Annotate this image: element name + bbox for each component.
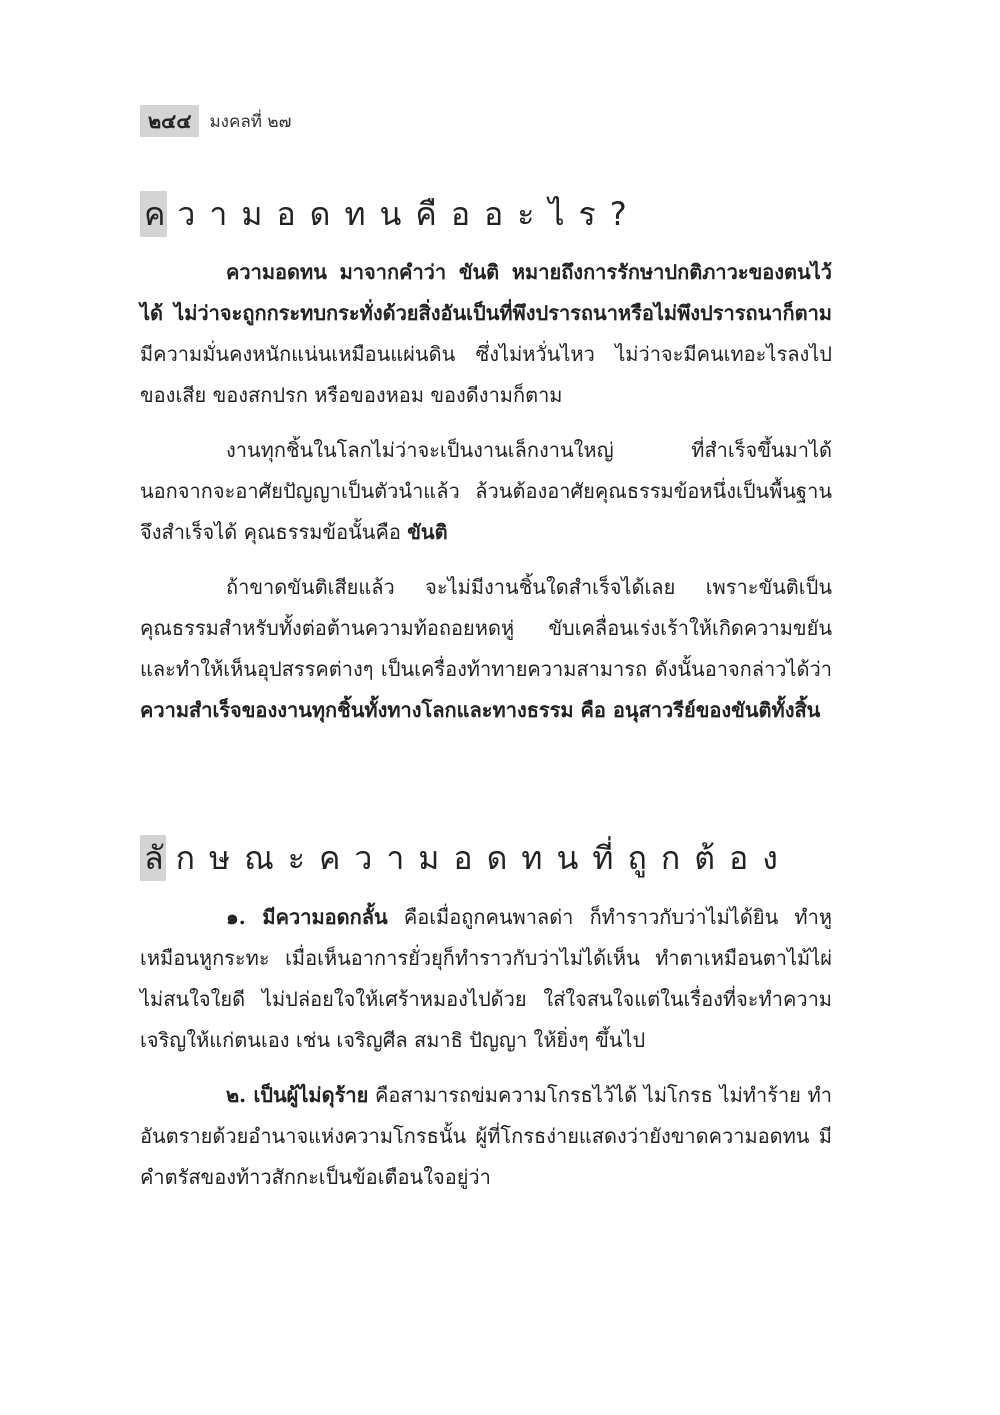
heading-text: วามอดทนคืออะไร? — [177, 194, 641, 233]
bold-text: ๑. มีความอดกลั้น — [226, 905, 388, 929]
chapter-label: มงคลที่ ๒๗ — [209, 111, 292, 132]
bold-text: ความสำเร็จของงานทุกชิ้นทั้งทางโลกและทางธรรม คือ อนุสาวรีย์ของขันติทั้งสิ้น — [140, 698, 821, 722]
heading-initial: ลั — [140, 835, 166, 881]
body-text: คือสามารถข่มความโกรธไว้ได้ ไม่โกรธ ไม่ทำร้าย ทำอันตรายด้วยอำนาจแห่งความโกรธนั้น ผู้ที่โกรธง่ายแสดงว่ายังขาดความอดทน มีคำตรัสของท้าวสักกะเป็นข้อเตือนใจอยู่ว่า — [140, 1083, 833, 1189]
section-heading-what-is-patience — [140, 190, 641, 238]
section-heading-correct-patience — [140, 834, 792, 882]
bold-text: ความอดทน มาจากคำว่า ขันติ หมายถึงการรักษาปกติภาวะของตนไว้ได้ ไม่ว่าจะถูกกระทบกระทั่งด้วยสิ่งอันเป็นที่พึงปรารถนาหรือไม่พึงปรารถนาก็ตาม — [140, 260, 832, 325]
paragraph — [140, 1075, 832, 1198]
bold-text: ๒. เป็นผู้ไม่ดุร้าย — [226, 1083, 369, 1107]
body-text: งานทุกชิ้นในโลกไม่ว่าจะเป็นงานเล็กงานใหญ่ ที่สำเร็จขึ้นมาได้ นอกจากจะอาศัยปัญญาเป็นตัวนำแล้ว ล้วนต้องอาศัยคุณธรรมข้อหนึ่งเป็นพื้นฐานจึงสำเร็จได้ คุณธรรมข้อนั้นคือ — [140, 438, 832, 544]
page-number: ๒๔๔ — [140, 105, 199, 137]
body-text: มีความมั่นคงหนักแน่นเหมือนแผ่นดิน ซึ่งไม่หวั่นไหว ไม่ว่าจะมีคนเทอะไรลงไป ของเสีย ของสกปรก หรือของหอม ของดีงามก็ตาม — [140, 342, 832, 407]
heading-initial: ค — [140, 191, 167, 237]
bold-text: ขันติ — [407, 520, 448, 544]
heading-text: กษณะความอดทนที่ถูกต้อง — [175, 838, 792, 877]
paragraph — [140, 897, 832, 1061]
body-text: คือเมื่อถูกคนพาลด่า ก็ทำราวกับว่าไม่ได้ยิน ทำหูเหมือนหูกระทะ เมื่อเห็นอาการยั่วยุก็ทำราวกับว่าไม่ได้เห็น ทำตาเหมือนตาไม้ไผ่ ไม่สนใจใยดี ไม่ปล่อยใจให้เศร้าหมองไปด้วย ใส่ใจสนใจแต่ในเรื่องที่จะทำความเจริญให้แก่ตนเอง เช่น เจริญศีล สมาธิ ปัญญา ให้ยิ่งๆ ขึ้นไป — [140, 905, 832, 1052]
paragraph — [140, 252, 832, 416]
page-header — [140, 104, 291, 138]
paragraph — [140, 567, 832, 731]
body-text: ถ้าขาดขันติเสียแล้ว จะไม่มีงานชิ้นใดสำเร็จได้เลย เพราะขันติเป็นคุณธรรมสำหรับทั้งต่อต้านความท้อถอยหดหู่ ขับเคลื่อนเร่งเร้าให้เกิดความขยัน และทำให้เห็นอุปสรรคต่างๆ เป็นเครื่องท้าทายความสามารถ ดังนั้นอาจกล่าวได้ว่า — [140, 575, 832, 681]
paragraph — [140, 430, 832, 553]
